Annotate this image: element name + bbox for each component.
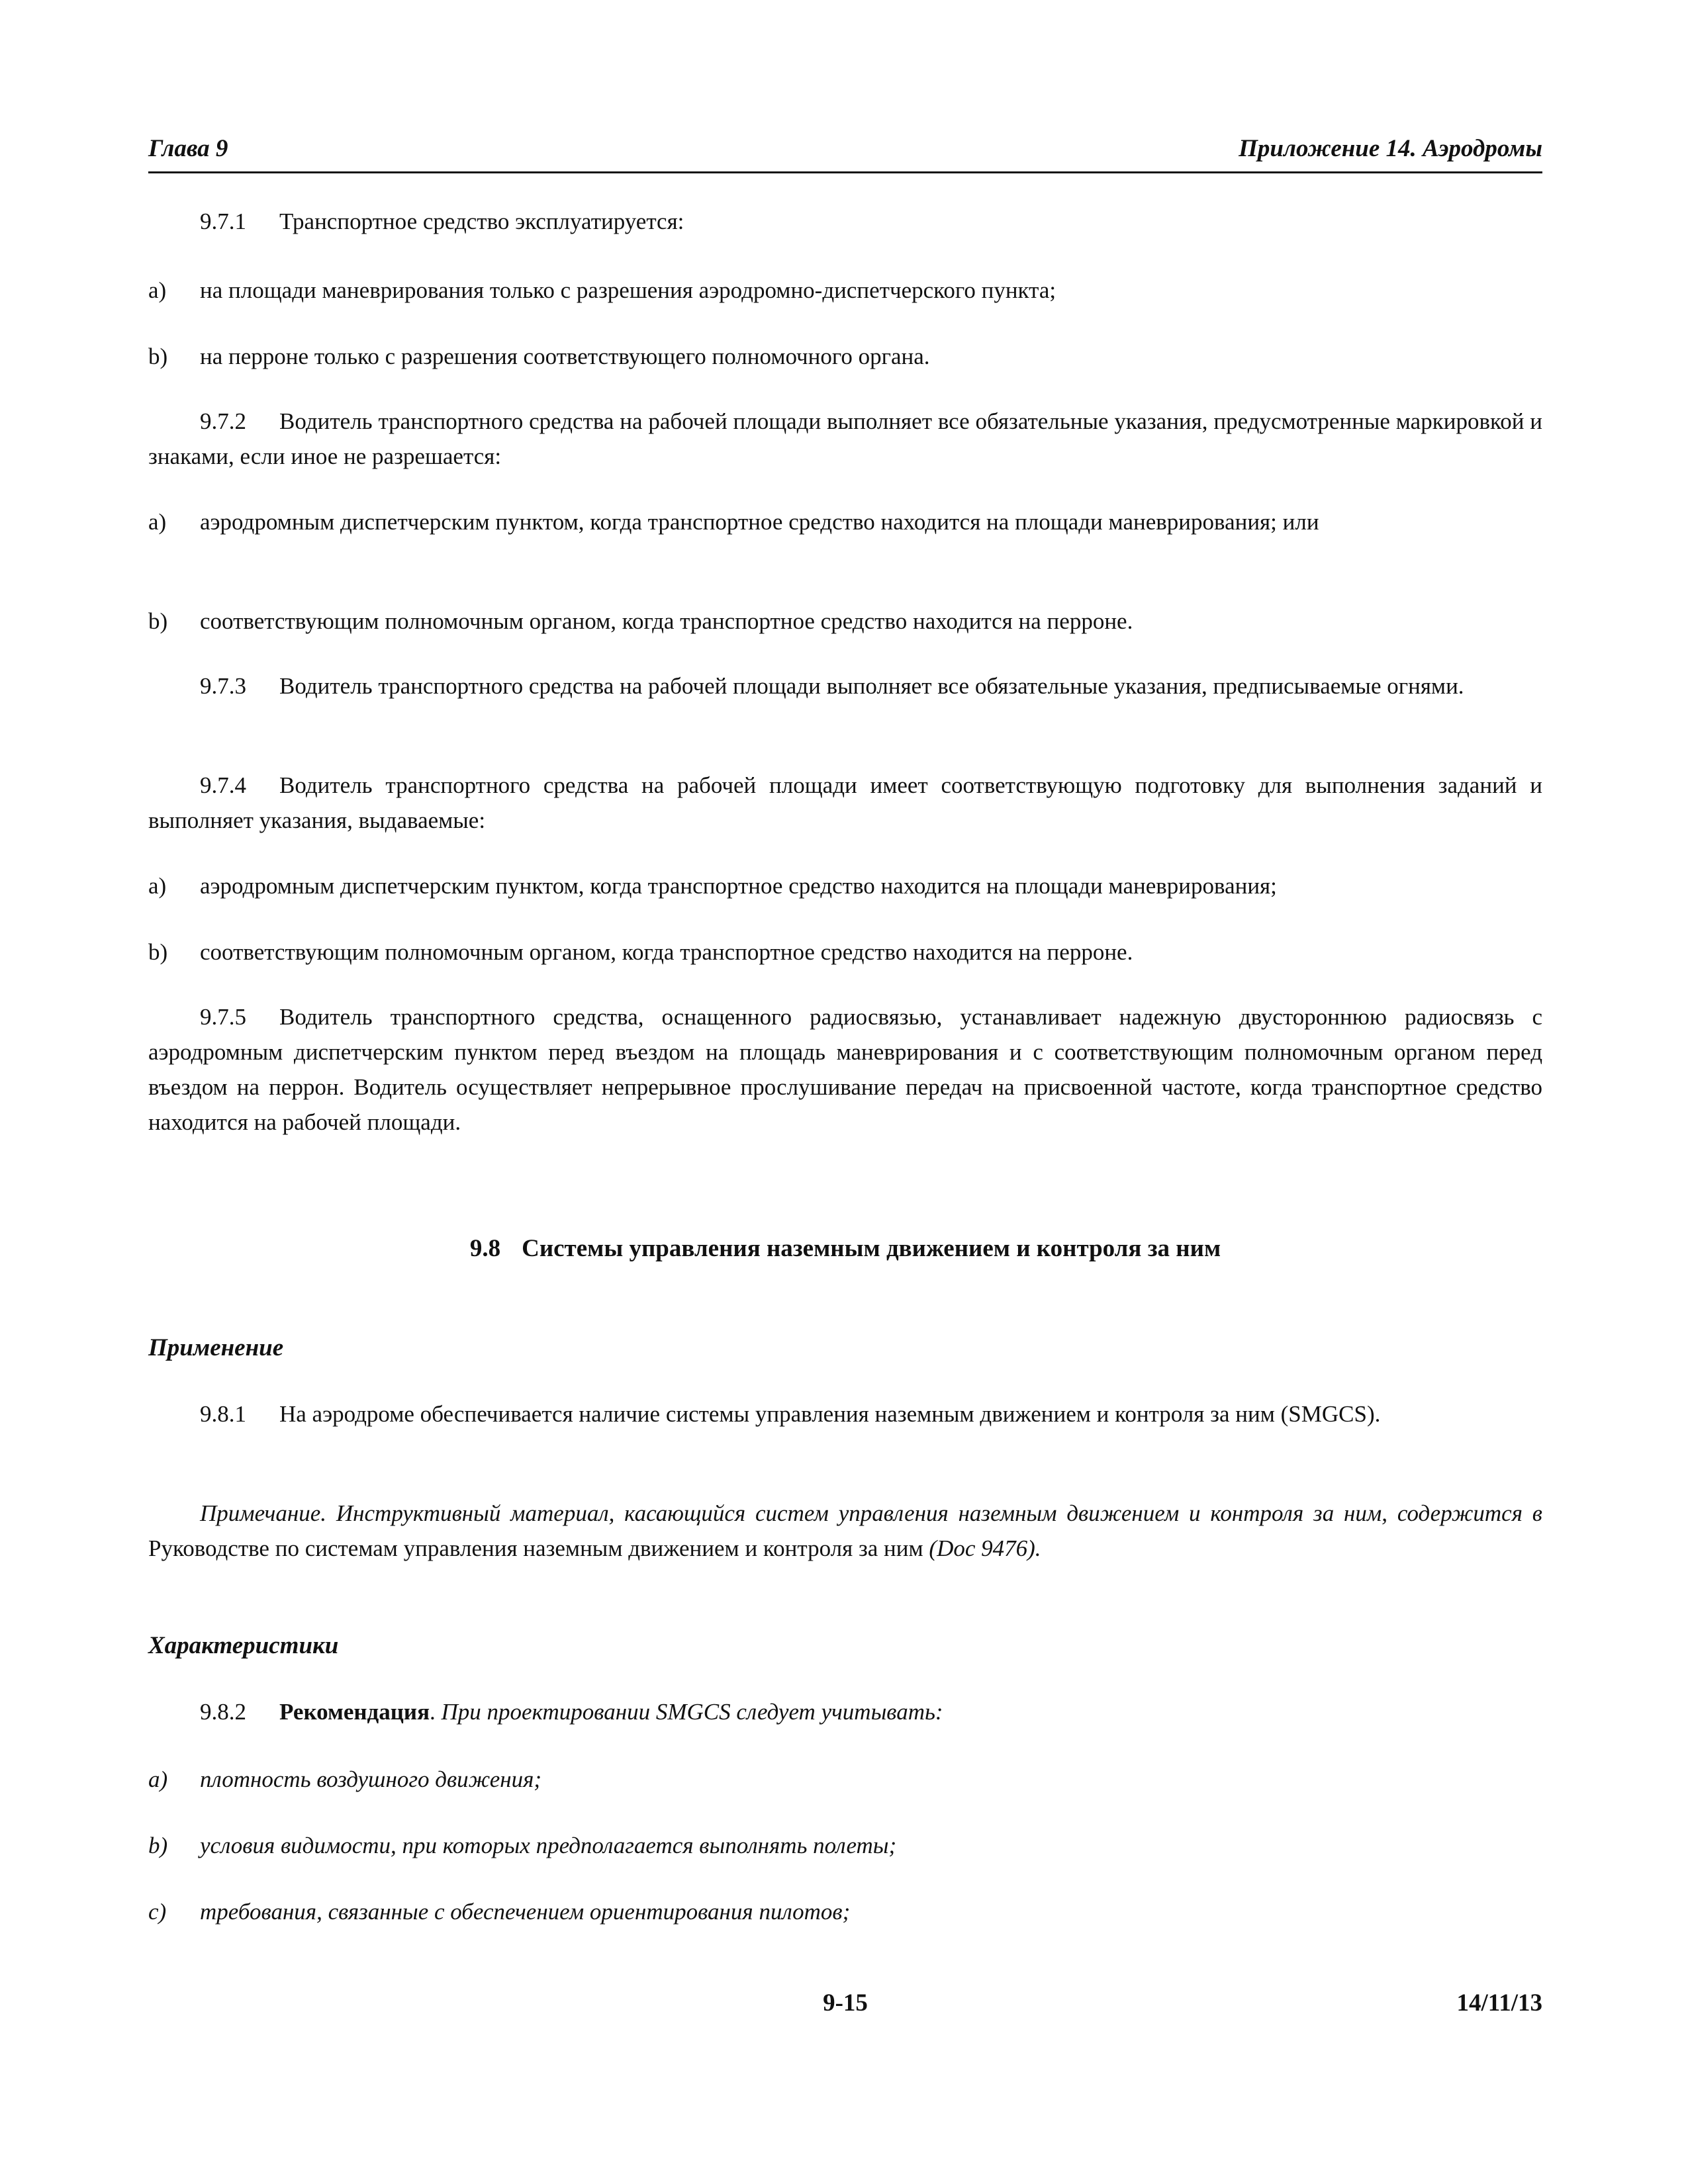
list-item-text: аэродромным диспетчерским пунктом, когда транспортное средство находится на площади маневрирования; <box>200 873 1277 899</box>
running-header <box>148 131 1542 173</box>
paragraph-number: 9.8.2 <box>200 1699 246 1725</box>
list-item-label: b) <box>148 343 168 369</box>
subheading-characteristics: Характеристики <box>148 1632 339 1659</box>
list-item <box>148 504 1542 539</box>
note-doc-reference: (Doc 9476). <box>923 1535 1041 1561</box>
list-item-label: a) <box>148 873 167 899</box>
list-item <box>148 273 1542 308</box>
section-heading-number: 9.8 <box>469 1235 501 1262</box>
list-item-label: a) <box>148 277 167 303</box>
list-item-text: на перроне только с разрешения соответствующего полномочного органа. <box>200 343 930 369</box>
note-document-title: Руководстве по системам управления наземным движением и контроля за ним <box>148 1535 923 1561</box>
paragraph-text: Транспортное средство эксплуатируется: <box>279 208 684 234</box>
list-item-text: соответствующим полномочным органом, когда транспортное средство находится на перроне. <box>200 939 1133 965</box>
paragraph-text: На аэродроме обеспечивается наличие системы управления наземным движением и контроля за ним (SMGCS). <box>279 1401 1381 1427</box>
list-item-label: c) <box>148 1899 167 1925</box>
paragraph-9-7-3 <box>148 668 1542 704</box>
list-item-label: b) <box>148 939 168 965</box>
list-item-label: b) <box>148 608 168 634</box>
list-item <box>148 934 1542 970</box>
note-paragraph <box>148 1496 1542 1566</box>
list-item-text: соответствующим полномочным органом, когда транспортное средство находится на перроне. <box>200 608 1133 634</box>
paragraph-number: 9.7.1 <box>200 208 246 234</box>
list-item <box>148 1894 1542 1929</box>
paragraph-text: При проектировании SMGCS следует учитывать: <box>435 1699 943 1725</box>
paragraph-9-7-5 <box>148 999 1542 1140</box>
page-footer <box>148 1985 1542 2019</box>
list-item <box>148 604 1542 639</box>
paragraph-number: 9.7.2 <box>200 408 246 434</box>
list-item-label: a) <box>148 1766 168 1792</box>
paragraph-number: 9.8.1 <box>200 1401 246 1427</box>
header-chapter: Глава 9 <box>148 135 228 162</box>
list-item-label: a) <box>148 509 167 535</box>
list-item <box>148 1828 1542 1863</box>
list-item-text: на площади маневрирования только с разрешения аэродромно-диспетчерского пункта; <box>200 277 1056 303</box>
paragraph-text: Водитель транспортного средства, оснащенного радиосвязью, устанавливает надежную двустороннюю радиосвязь с аэродромным диспетчерским пунктом перед въездом на площадь маневрирования и с соответствующим полномочным органом перед въездом на перрон. Водитель осуществляет непрерывное прослушивание передач на присвоенной частоте, когда транспортное средство находится на рабочей площади. <box>148 1004 1542 1135</box>
list-item-text: условия видимости, при которых предполагается выполнять полеты; <box>200 1833 897 1858</box>
section-heading-text: Системы управления наземным движением и контроля за ним <box>522 1235 1221 1262</box>
page-number: 9-15 <box>823 1989 868 2017</box>
paragraph-text: Водитель транспортного средства на рабочей площади выполняет все обязательные указания, предписываемые огнями. <box>279 673 1464 699</box>
note-text: Примечание. Инструктивный материал, касающийся систем управления наземным движением и контроля за ним, содержится в <box>200 1500 1542 1526</box>
list-item <box>148 1762 1542 1797</box>
subheading-applicability: Применение <box>148 1334 284 1361</box>
paragraph-number: 9.7.4 <box>200 772 246 798</box>
list-item-text: требования, связанные с обеспечением ориентирования пилотов; <box>200 1899 851 1925</box>
paragraph-9-7-4 <box>148 768 1542 838</box>
recommendation-label: Рекомендация <box>279 1699 430 1725</box>
list-item-text: аэродромным диспетчерским пунктом, когда транспортное средство находится на площади маневрирования; или <box>200 509 1319 535</box>
paragraph-9-8-2 <box>148 1694 1542 1729</box>
paragraph-number: 9.7.3 <box>200 673 246 699</box>
paragraph-text: Водитель транспортного средства на рабочей площади выполняет все обязательные указания, предусмотренные маркировкой и знаками, если иное не разрешается: <box>148 408 1542 469</box>
list-item <box>148 339 1542 374</box>
paragraph-number: 9.7.5 <box>200 1004 246 1030</box>
recommendation-dot: . <box>430 1699 436 1725</box>
list-item-text: плотность воздушного движения; <box>200 1766 542 1792</box>
section-heading <box>148 1231 1542 1266</box>
list-item-label: b) <box>148 1833 168 1858</box>
list-item <box>148 868 1542 903</box>
paragraph-9-8-1 <box>148 1396 1542 1432</box>
paragraph-text: Водитель транспортного средства на рабочей площади имеет соответствующую подготовку для выполнения заданий и выполняет указания, выдаваемые: <box>148 772 1542 833</box>
header-annex-title: Приложение 14. Аэродромы <box>1239 135 1542 162</box>
amendment-date: 14/11/13 <box>1456 1989 1542 2017</box>
paragraph-9-7-2 <box>148 404 1542 474</box>
paragraph-9-7-1 <box>148 204 1542 239</box>
